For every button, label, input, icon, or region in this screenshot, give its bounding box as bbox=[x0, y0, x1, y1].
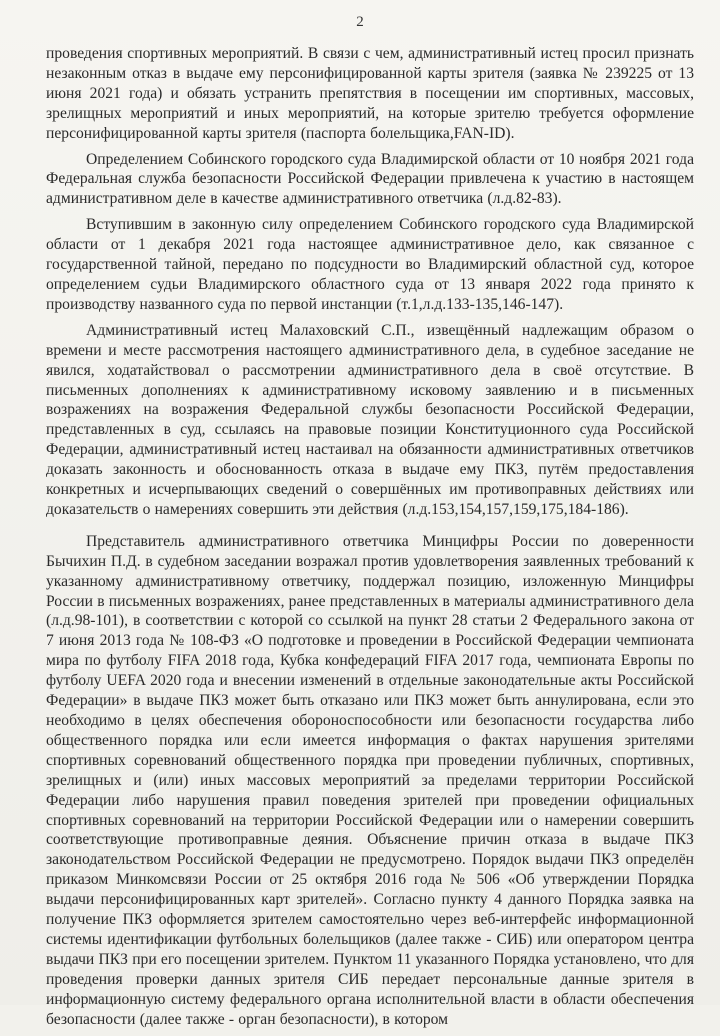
paragraph-mintsifry-position: Представитель административного ответчика Минцифры России по доверенности Бычихин П.Д. в судебном заседании возражал против удовлетворения заявленных требований к указанному административному ответчику, поддержал позицию, изложенную Минцифры России в письменных возражениях, ранее представленных в материалы административного дела (л.д.98-101), в соответствии с которой со ссылкой на пункт 28 статьи 2 Федерального закона от 7 июня 2013 года № 108-ФЗ «О подготовке и проведении в Российской Федерации чемпионата мира по футболу FIFA 2018 года, Кубка конфедераций FIFA 2017 года, чемпионата Европы по футболу UEFA 2020 года и внесении изменений в отдельные законодательные акты Российской Федерации» в выдаче ПКЗ может быть отказано или ПКЗ может быть аннулирована, если это необходимо в целях обеспечения обороноспособности или безопасности государства либо общественного порядка или если имеется информация о фактах нарушения зрителями спортивных соревнований общественного порядка при проведении публичных, спортивных, зрелищных и (или) иных массовых мероприятий за пределами территории Российской Федерации либо нарушения правил поведения зрителей при проведении официальных спортивных соревнований на территории Российской Федерации или о намерении совершить соответствующие противоправные деяния. Объяснение причин отказа в выдаче ПКЗ законодательством Российской Федерации не предусмотрено. Порядок выдачи ПКЗ определён приказом Минкомсвязи России от 25 октября 2016 года № 506 «Об утверждении Порядка выдачи персонифицированных карт зрителей». Согласно пункту 4 данного Порядка заявка на получение ПКЗ оформляется зрителем самостоятельно через веб-интерфейс информационной системы идентификации футбольных болельщиков (далее также - СИБ) или оператором центра выдачи ПКЗ при его посещении зрителем. Пунктом 11 указанного Порядка установлено, что для проведения проверки данных зрителя СИБ передает персональные данные зрителя в информационную систему федерального органа исполнительной власти в области обеспечения безопасности (далее также - орган безопасности), в котором bbox=[46, 532, 694, 1028]
paragraph-continuation: проведения спортивных мероприятий. В связи с чем, административный истец просил признать незаконным отказ в выдаче ему персонифицированной карты зрителя (заявка № 239225 от 13 июня 2021 года) и обязать устранить препятствия в посещении им спортивных, массовых, зрелищных мероприятий и иных мероприятий, на которые зрителю требуется оформление персонифицированной карты зрителя (паспорта болельщика,FAN-ID). bbox=[46, 45, 694, 142]
paragraph-transfer-jurisdiction: Вступившим в законную силу определением Собинского городского суда Владимирской области от 1 декабря 2021 года настоящее административное дело, как связанное с государственной тайной, передано по подсудности во Владимирский областной суд, которое определением судьи Владимирского областного суда от 13 января 2022 года принято к производству названного суда по первой инстанции (т.1,л.д.133-135,146-147). bbox=[46, 216, 694, 313]
page-number: 2 bbox=[356, 14, 364, 30]
document-body bbox=[46, 44, 694, 1036]
paragraph-plaintiff-position: Административный истец Малаховский С.П., извещённый надлежащим образом о времени и месте рассмотрения настоящего административного дела, в судебное заседание не явился, ходатайствовал о рассмотрении административного дела в своё отсутствие. В письменных дополнениях к административному исковому заявлению и в письменных возражениях на возражения Федеральной службы безопасности Российской Федерации, представленных в суд, ссылаясь на правовые позиции Конституционного суда Российской Федерации, административный истец настаивал на обязанности административных ответчиков доказать законность и обоснованность отказа в выдаче ему ПКЗ, путём предоставления конкретных и исчерпывающих сведений о совершённых им противоправных действиях или доказательств о намерениях совершить эти действия (л.д.153,154,157,159,175,184-186). bbox=[46, 321, 694, 518]
paragraph-fsb-involvement: Определением Собинского городского суда Владимирской области от 10 ноября 2021 года Федеральная служба безопасности Российской Федерации привлечена к участию в настоящем административном деле в качестве административного ответчика (л.д.82-83). bbox=[46, 150, 694, 208]
